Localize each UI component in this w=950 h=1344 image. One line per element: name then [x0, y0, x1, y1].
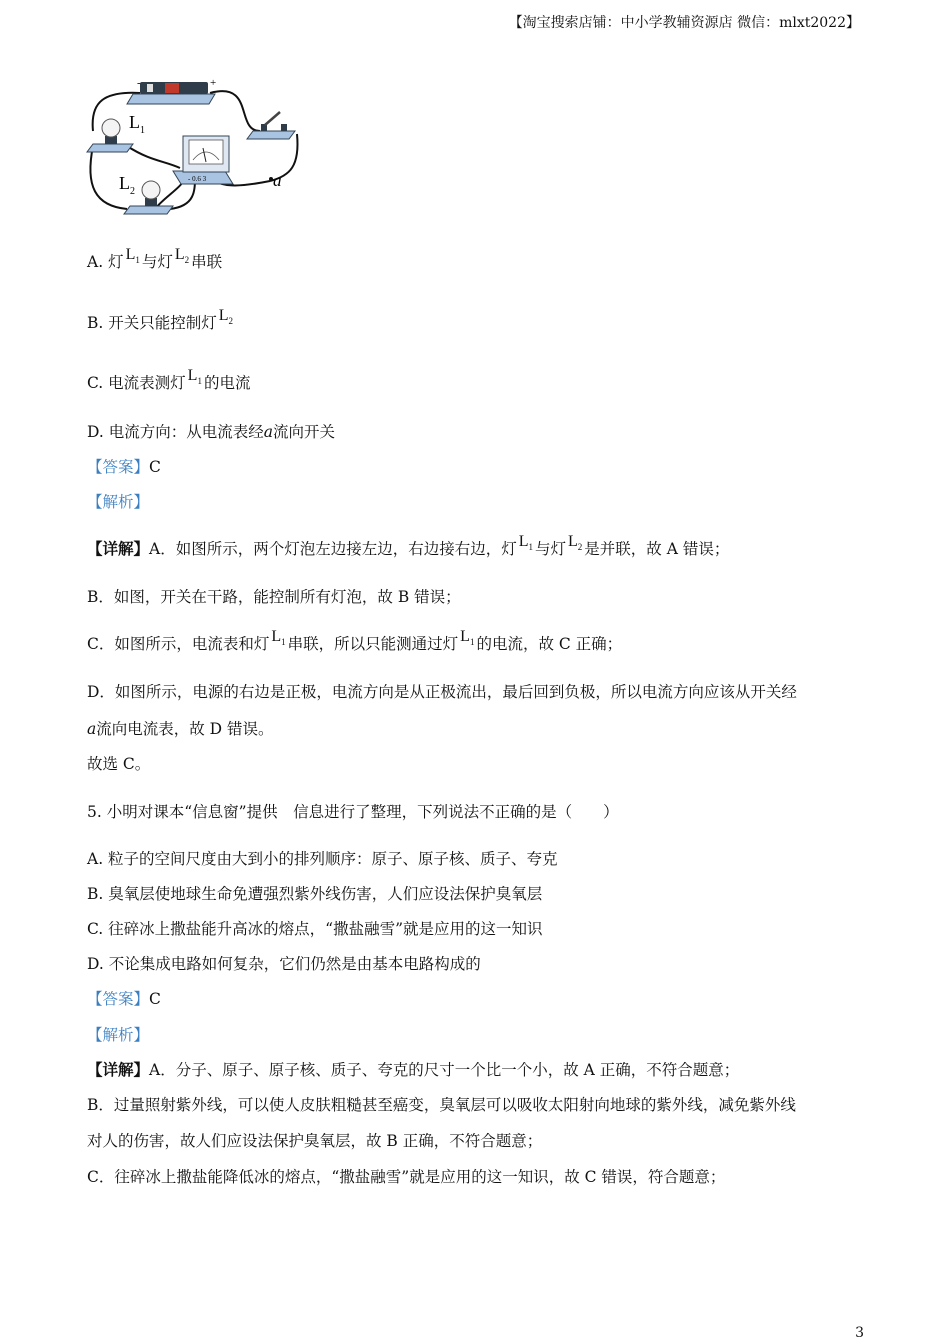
circuit-diagram: [85, 76, 310, 221]
q4-option-c: C. 电流表测灯 $L_1$ 的电流: [87, 367, 251, 392]
switch: [247, 112, 295, 139]
q5-option-b: B. 臭氧层使地球生命免遭强烈紫外线伤害，人们应设法保护臭氧层: [87, 885, 543, 903]
q5-answer: 【答案】C: [87, 990, 161, 1008]
q5-detail-b2: 对人的伤害，故人们应设法保护臭氧层，故 B 正确，不符合题意；: [87, 1132, 543, 1150]
q4-answer: 【答案】C: [87, 458, 161, 476]
label-l1: L: [129, 112, 140, 132]
q4-conclusion: 故选 C。: [87, 755, 151, 773]
q4-option-a: A. 灯 $L_1$ 与灯 $L_2$ 串联: [87, 246, 223, 271]
q4-detail-d1: D．如图所示，电源的右边是正极，电流方向是从正极流出，最后回到负极，所以电流方向应该从开关经: [87, 683, 797, 701]
q5-detail-b1: B．过量照射紫外线，可以使人皮肤粗糙甚至癌变，臭氧层可以吸收太阳射向地球的紫外线，减免紫外线: [87, 1096, 796, 1114]
q5-option-d: D. 不论集成电路如何复杂，它们仍然是由基本电路构成的: [87, 955, 481, 973]
q4-detail-d2: a流向电流表，故 D 错误。: [87, 720, 274, 738]
q4-option-b: B. 开关只能控制灯 $L_2$: [87, 307, 234, 332]
q4-option-d: D. 电流方向：从电流表经a流向开关: [87, 423, 335, 441]
ammeter-terminals: - 0.6 3: [188, 175, 207, 183]
label-l1-sub: 1: [140, 125, 145, 136]
q5-stem: 5. 小明对课本“信息窗”提供 信息进行了整理，下列说法不正确的是（ ）: [87, 803, 619, 821]
battery-plus-label: +: [210, 77, 217, 89]
label-a: a: [273, 171, 282, 190]
page-number: 3: [855, 1325, 864, 1341]
q5-option-c: C. 往碎冰上撒盐能升高冰的熔点，“撒盐融雪”就是应用的这一知识: [87, 920, 543, 938]
page-header: 【淘宝搜索店铺：中小学教辅资源店 微信：mlxt2022】: [508, 15, 860, 31]
wire: [210, 91, 260, 131]
q4-detail-a: 【详解】A．如图所示，两个灯泡左边接左边，右边接右边，灯 $L_1$ 与灯 $L_2$ 是并联，故 A 错误；: [87, 533, 730, 558]
q5-detail-c: C．往碎冰上撒盐能降低冰的熔点，“撒盐融雪”就是应用的这一知识，故 C 错误，符合题意；: [87, 1168, 726, 1186]
q5-option-a: A. 粒子的空间尺度由大到小的排列顺序：原子、原子核、质子、夸克: [87, 850, 558, 868]
q5-analysis-label: 【解析】: [87, 1026, 150, 1044]
bulb-l1: [87, 119, 133, 152]
q4-detail-b: B．如图，开关在干路，能控制所有灯泡，故 B 错误；: [87, 588, 461, 606]
wire: [127, 146, 180, 168]
q4-analysis-label: 【解析】: [87, 493, 150, 511]
label-l2: L: [119, 173, 130, 193]
battery-minus-label: -: [137, 77, 141, 89]
q4-detail-c: C．如图所示，电流表和灯 $L_1$ 串联，所以只能测通过灯 $L_1$ 的电流，故 C 正确；: [87, 628, 623, 653]
label-l2-sub: 2: [130, 186, 135, 197]
q5-detail-a: 【详解】A．分子、原子、原子核、质子、夸克的尺寸一个比一个小，故 A 正确，不符合题意；: [87, 1060, 740, 1079]
